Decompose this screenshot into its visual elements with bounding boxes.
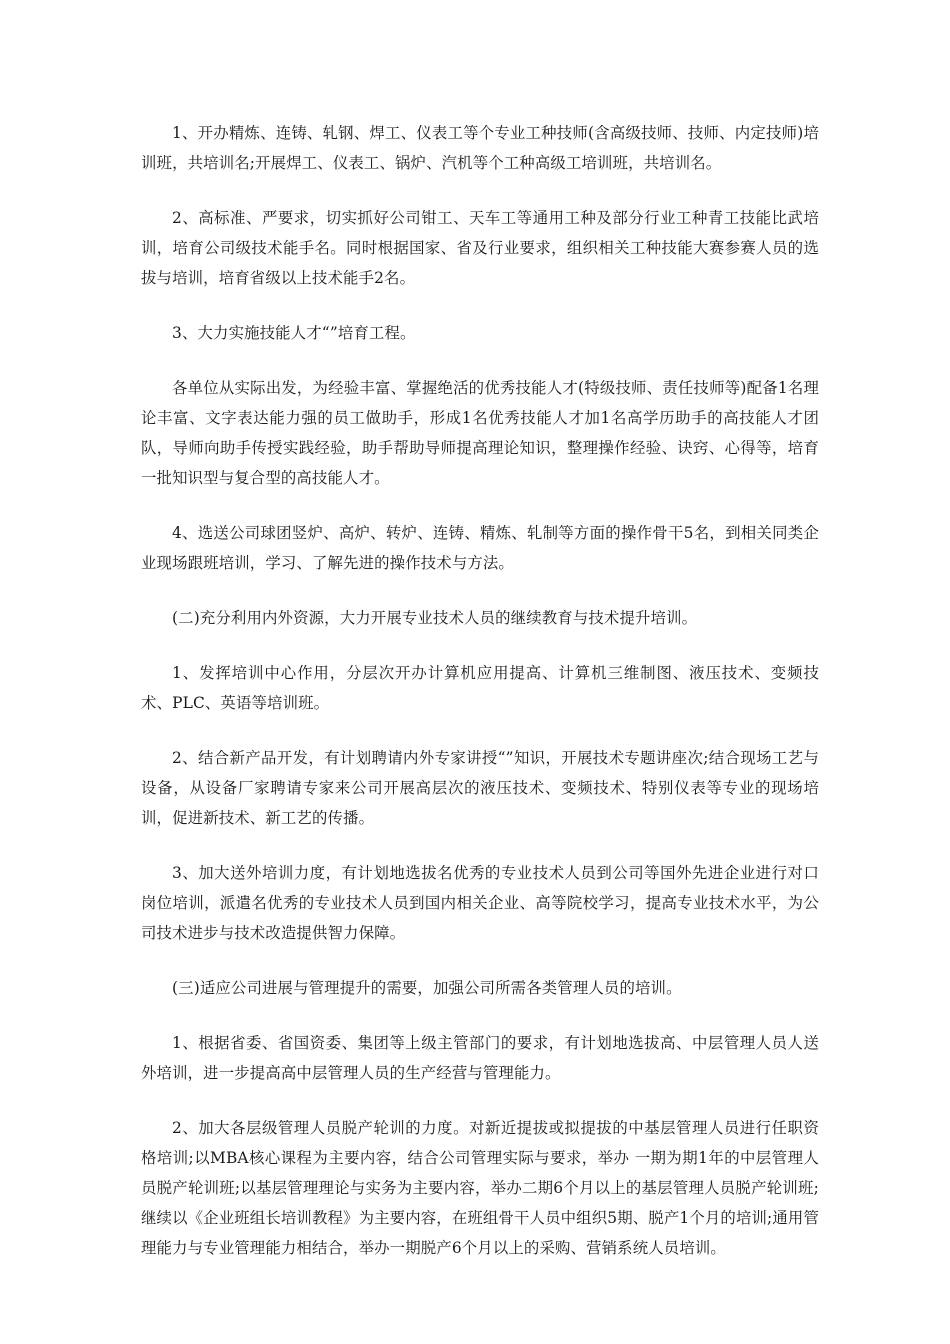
section-heading-3: (三)适应公司进展与管理提升的需要，加强公司所需各类管理人员的培训。 (172, 979, 682, 997)
paragraph-4: 各单位从实际出发，为经验丰富、掌握绝活的优秀技能人才(特级技师、责任技师等)配备1名理论丰富、文字表达能力强的员工做助手，形成1名优秀技能人才加1名高学历助手的高技能人才团队，导师向助手传授实践经验，助手帮助导师提高理论知识，整理操作经验、诀窍、心得等，培育一批知识型与复合型的高技能人才。 (141, 379, 819, 487)
paragraph-8: 3、加大送外培训力度，有计划地选拔名优秀的专业技术人员到公司等国外先进企业进行对口岗位培训，派遣名优秀的专业技术人员到国内相关企业、高等院校学习，提高专业技术水平，为公司技术进步与技术改造提供智力保障。 (141, 864, 819, 942)
paragraph-6: 1、发挥培训中心作用，分层次开办计算机应用提高、计算机三维制图、液压技术、变频技术、PLC、英语等培训班。 (141, 664, 819, 712)
paragraph-3: 3、大力实施技能人才“”培育工程。 (172, 324, 416, 342)
paragraph-5: 4、选送公司球团竖炉、高炉、转炉、连铸、精炼、轧制等方面的操作骨干5名，到相关同类企业现场跟班培训，学习、了解先进的操作技术与方法。 (141, 524, 819, 572)
paragraph-2: 2、高标准、严要求，切实抓好公司钳工、天车工等通用工种及部分行业工种青工技能比武培训，培育公司级技术能手名。同时根据国家、省及行业要求，组织相关工种技能大赛参赛人员的选拔与培训，培育省级以上技术能手2名。 (141, 209, 819, 287)
paragraph-7: 2、结合新产品开发，有计划聘请内外专家讲授“”知识，开展技术专题讲座次;结合现场工艺与设备，从设备厂家聘请专家来公司开展高层次的液压技术、变频技术、特别仪表等专业的现场培训，促进新技术、新工艺的传播。 (141, 749, 819, 827)
paragraph-9: 1、根据省委、省国资委、集团等上级主管部门的要求，有计划地选拔高、中层管理人员人送外培训，进一步提高高中层管理人员的生产经营与管理能力。 (141, 1034, 819, 1082)
paragraph-10: 2、加大各层级管理人员脱产轮训的力度。对新近提拔或拟提拔的中基层管理人员进行任职资格培训;以MBA核心课程为主要内容，结合公司管理实际与要求，举办 一期为期1年的中层管理人员脱产轮训班;以基层管理理论与实务为主要内容，举办二期6个月以上的基层管理人员脱产轮训班;继续以《企业班组长培训教程》为主要内容，在班组骨干人员中组织5期、脱产1个月的培训;通用管理能力与专业管理能力相结合，举办一期脱产6个月以上的采购、营销系统人员培训。 (141, 1119, 819, 1257)
document-page (141, 118, 819, 1288)
section-heading-2: (二)充分利用内外资源，大力开展专业技术人员的继续教育与技术提升培训。 (172, 609, 698, 627)
paragraph-1: 1、开办精炼、连铸、轧钢、焊工、仪表工等个专业工种技师(含高级技师、技师、内定技师)培训班，共培训名;开展焊工、仪表工、锅炉、汽机等个工种高级工培训班，共培训名。 (141, 124, 819, 172)
